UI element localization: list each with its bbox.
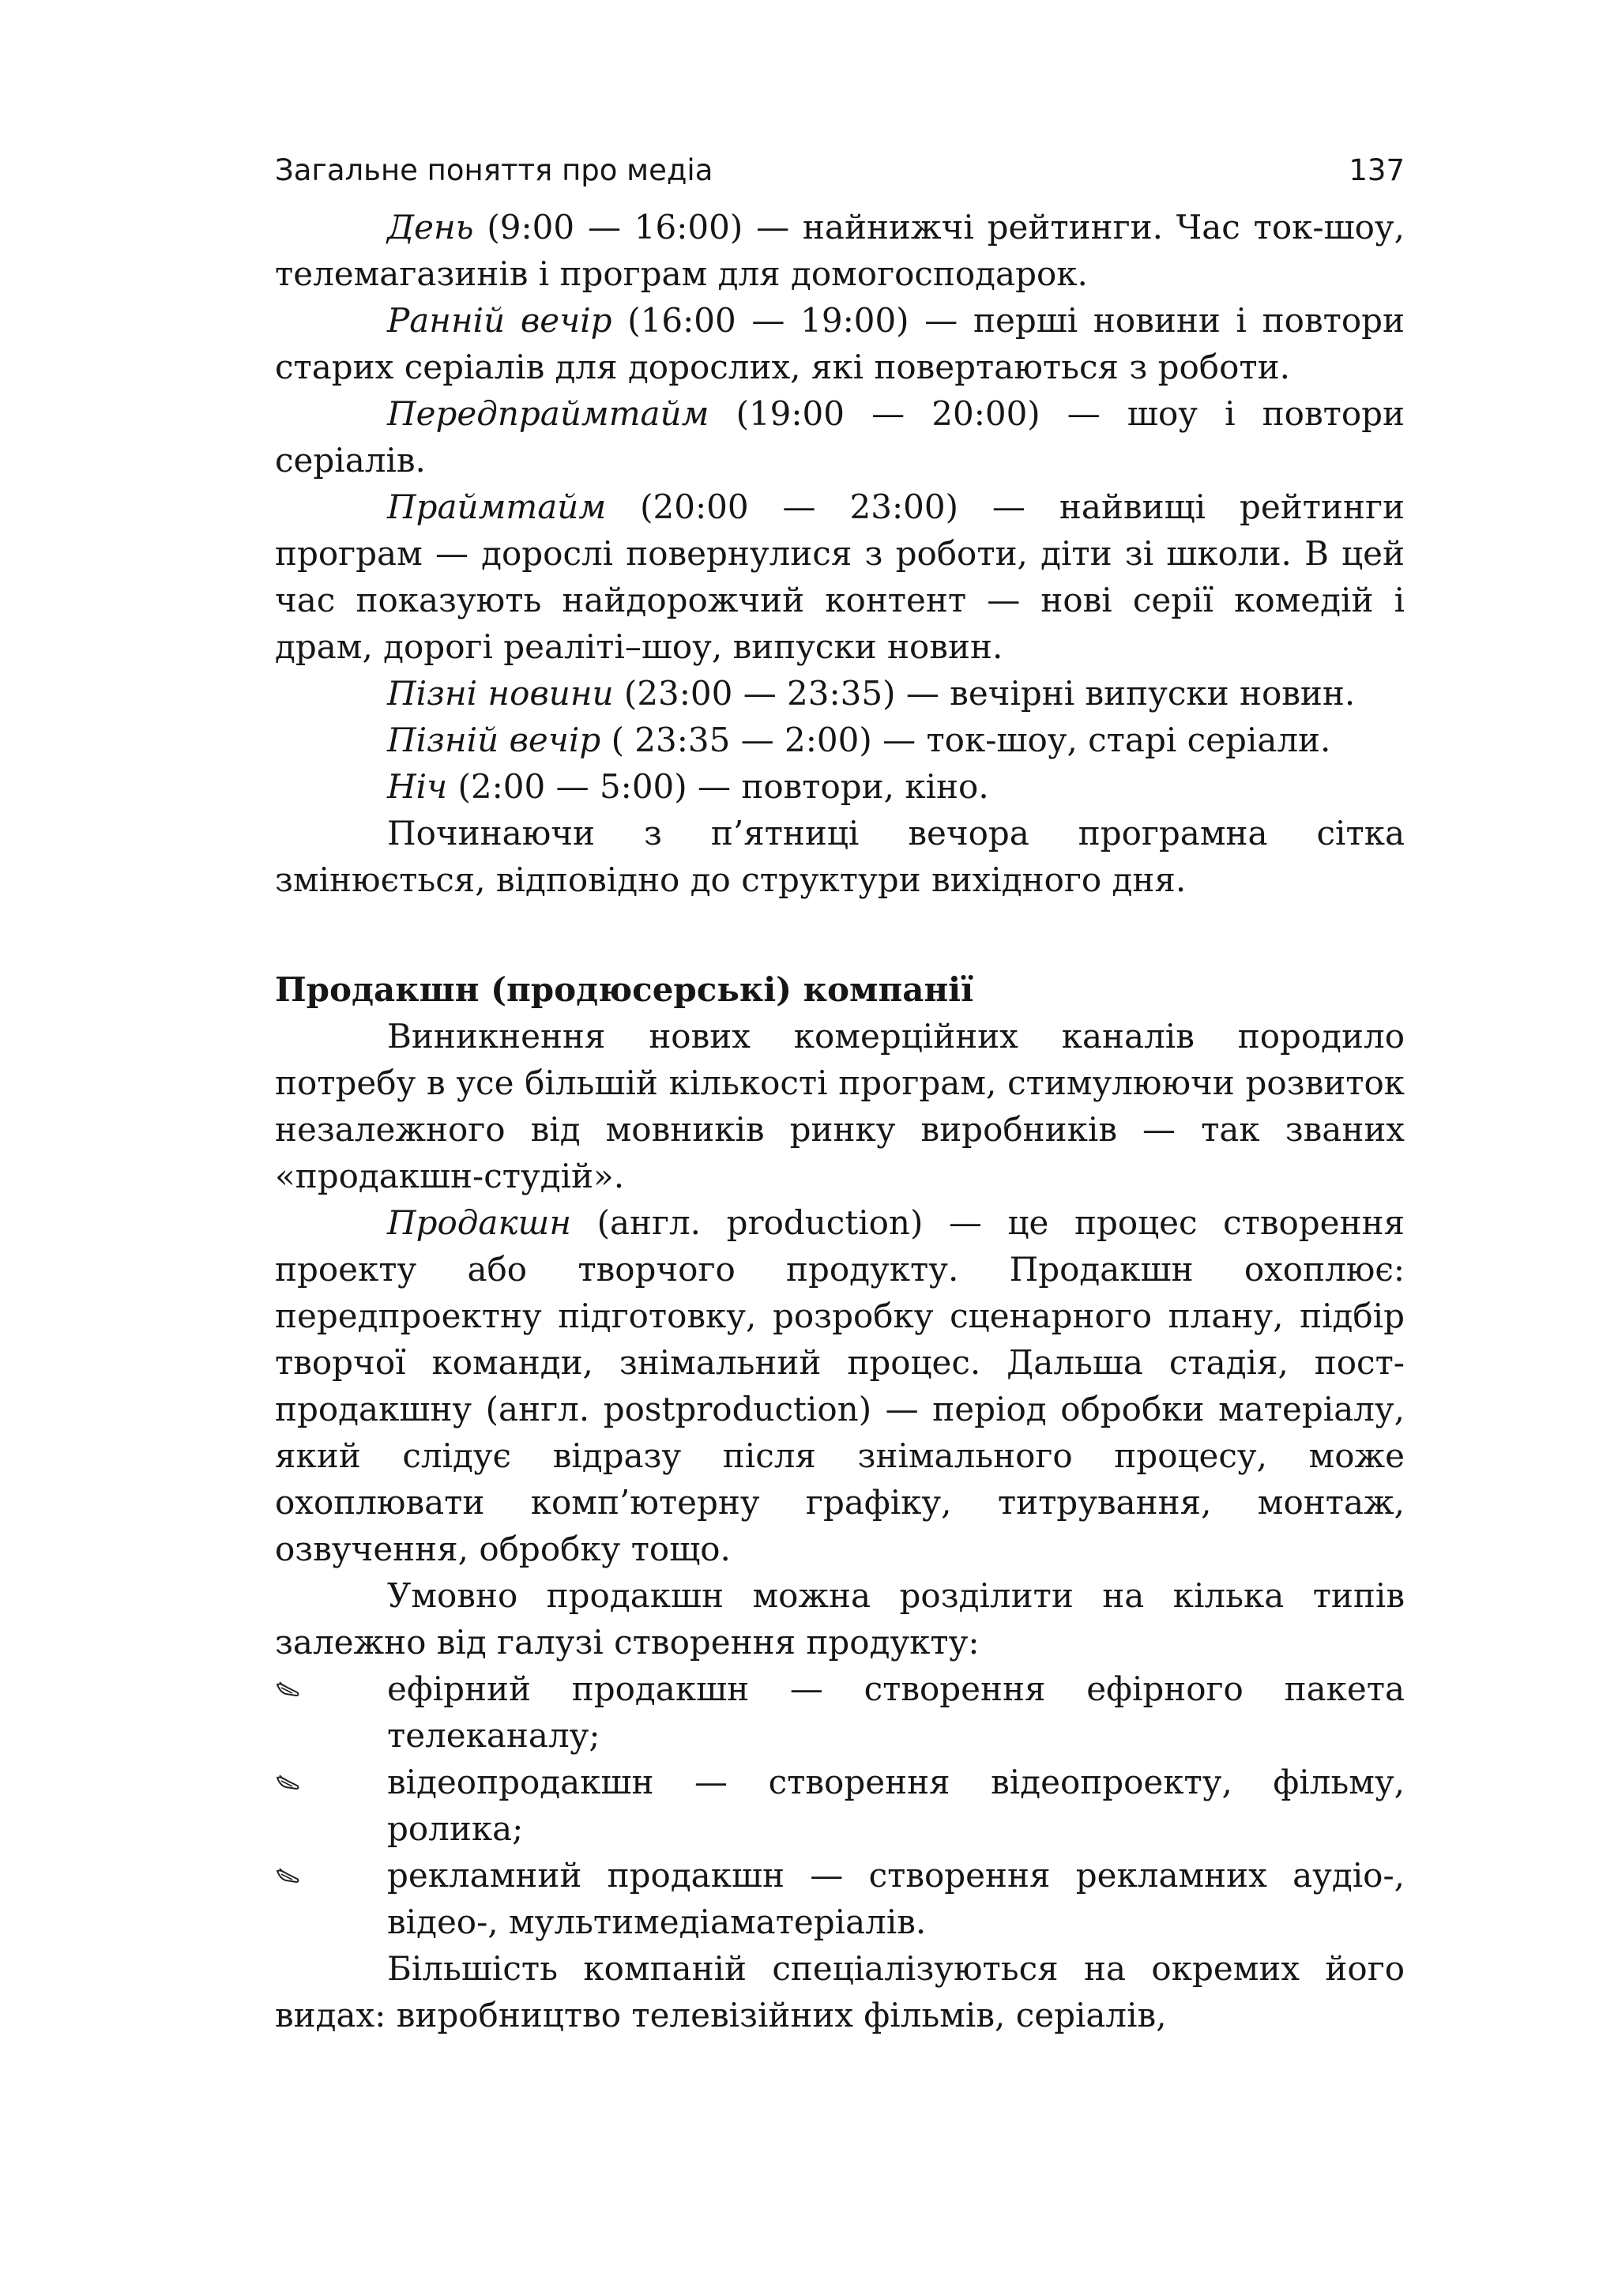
schedule-text: (9:00 — 16:00) — найнижчі рейтинги. Час ток-шоу, телемагазинів і програм для домогосподарок. [275,208,1405,293]
weekend-note: Починаючи з п’ятниці вечора програмна сітка змінюється, відповідно до структури вихідного дня. [275,814,1405,899]
list-item [275,1852,1405,1945]
running-head-title: Загальне поняття про медіа [275,153,713,187]
page-body [275,204,1405,2038]
schedule-text: ( 23:35 — 2:00) — ток-шоу, старі серіали. [600,721,1331,759]
schedule-late-evening [275,717,1405,763]
list-item [275,1666,1405,1759]
schedule-primetime [275,484,1405,670]
schedule-term: Ніч [387,767,448,806]
schedule-text: (19:00 — 20:00) — шоу і повтори серіалів. [275,394,1405,480]
schedule-term: Пізній вечір [387,721,601,759]
list-item-text: рекламний продакшн — створення рекламних аудіо-, відео-, мультимедіаматеріалів. [387,1856,1405,1941]
running-head [275,149,1405,193]
writing-hand-icon [275,1759,307,1805]
list-item-text: ефірний продакшн — створення ефірного пакета телеканалу; [387,1669,1405,1755]
types-intro: Умовно продакшн можна розділити на кілька типів залежно від галузі створення продукту: [275,1576,1405,1662]
definition-term: Продакшн [387,1203,571,1242]
schedule-term: Праймтайм [387,487,607,526]
schedule-term: Ранній вечір [387,301,612,340]
writing-hand-icon [275,1666,307,1712]
schedule-day [275,204,1405,297]
schedule-term: День [387,208,474,247]
list-item-text: відеопродакшн — створення відеопроекту, фільму, ролика; [387,1763,1405,1848]
schedule-term: Пізні новини [387,674,614,713]
writing-hand-icon [275,1852,307,1899]
schedule-night [275,763,1405,810]
schedule-text: (23:00 — 23:35) — вечірні випуски новин. [613,674,1356,713]
section-heading: Продакшн (продюсерські) компанії [275,970,974,1009]
definition-text: (англ. production) — це процес створення проекту або творчого продукту. Продакшн охоплює: передпроектну підготовку, розробку сценарного плану, підбір творчої команди, знімальний процес. Дальша стадія, пост-продакшну (англ. postproduction) — період обробки матеріалу, який слідує відразу після знімального процесу, може охоплювати комп’ютерну графіку, титрування, монтаж, озвучення, обробку тощо. [275,1203,1405,1568]
closing-paragraph: Більшість компаній спеціалізуються на окремих його видах: виробництво телевізійних фільмів, серіалів, [275,1949,1405,2034]
production-types-list [275,1666,1405,1945]
schedule-text: (20:00 — 23:00) — найвищі рейтинги програм — дорослі повернулися з роботи, діти зі школи. В цей час показують найдорожчий контент — нові серії комедій і драм, дорогі реаліті–шоу, випуски новин. [275,487,1405,666]
production-definition [275,1199,1405,1572]
schedule-term: Передпраймтайм [387,394,709,433]
schedule-text: (16:00 — 19:00) — перші новини і повтори старих серіалів для дорослих, які повертаються з роботи. [275,301,1405,386]
list-item [275,1759,1405,1852]
schedule-pre-primetime [275,390,1405,484]
schedule-late-news [275,670,1405,717]
schedule-early-evening [275,297,1405,390]
section-intro: Виникнення нових комерційних каналів породило потребу в усе більшій кількості програм, стимулюючи розвиток незалежного від мовників ринку виробників — так званих «продакшн-студій». [275,1017,1405,1195]
schedule-text: (2:00 — 5:00) — повтори, кіно. [447,767,989,806]
page-number: 137 [1349,153,1405,187]
